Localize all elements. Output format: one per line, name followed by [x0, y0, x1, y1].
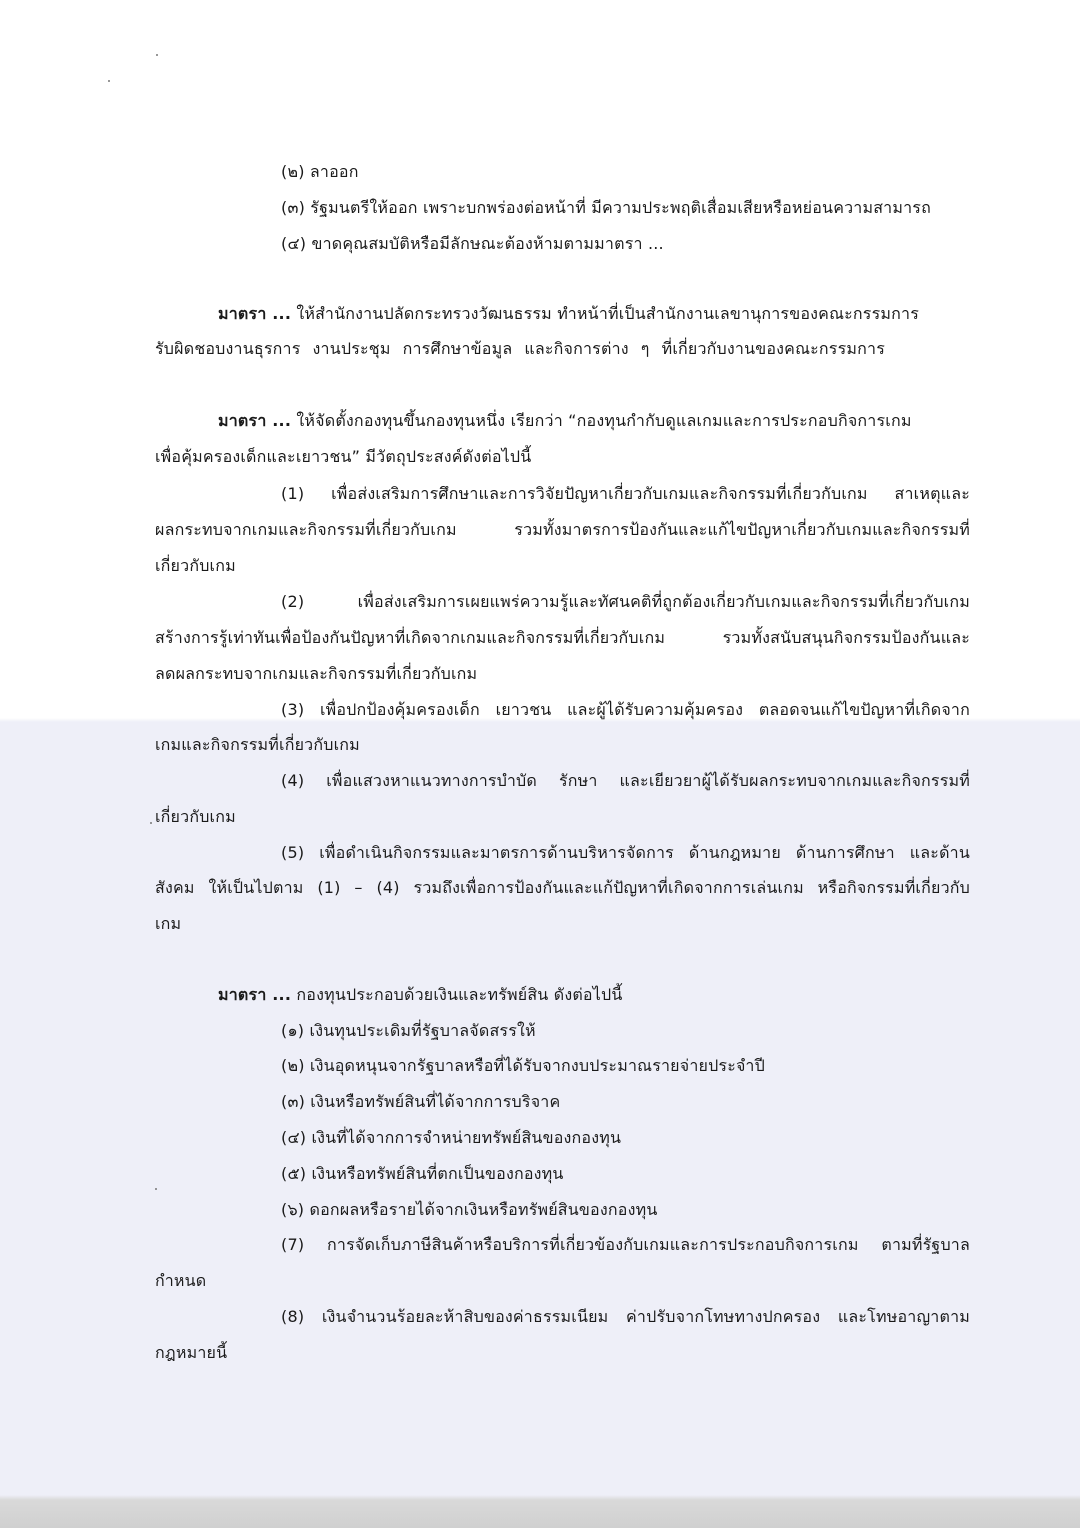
section-paragraph-line: รับผิดชอบงานธุรการ งานประชุม การศึกษาข้อมูล และกิจการต่าง ๆ ที่เกี่ยวกับงานของคณะกรรมการ — [155, 339, 885, 358]
list-item-continuation: เกมและกิจกรรมที่เกี่ยวกับเกม — [155, 735, 360, 754]
list-item-continuation: เกี่ยวกับเกม — [155, 556, 236, 575]
scan-speck — [150, 822, 152, 824]
list-item: (๖) ดอกผลหรือรายได้จากเงินหรือทรัพย์สินของกองทุน — [281, 1200, 658, 1219]
scan-speck — [108, 80, 110, 82]
section-paragraph-line: มาตรา ... ให้สำนักงานปลัดกระทรวงวัฒนธรรม ทำหน้าที่เป็นสำนักงานเลขานุการของคณะกรรมการ — [218, 304, 920, 323]
list-item: (๕) เงินหรือทรัพย์สินที่ตกเป็นของกองทุน — [281, 1164, 564, 1183]
list-item: (๔) เงินที่ได้จากการจำหน่ายทรัพย์สินของกองทุน — [281, 1128, 622, 1147]
list-item: (7) การจัดเก็บภาษีสินค้าหรือบริการที่เกี่ยวข้องกับเกมและการประกอบกิจการเกม ตามที่รัฐบาล — [281, 1235, 970, 1254]
list-item: (8) เงินจำนวนร้อยละห้าสิบของค่าธรรมเนียม ค่าปรับจากโทษทางปกครอง และโทษอาญาตาม — [281, 1307, 970, 1326]
list-item-continuation: กำหนด — [155, 1271, 207, 1290]
list-item-continuation: สังคม ให้เป็นไปตาม (1) – (4) รวมถึงเพื่อการป้องกันและแก้ปัญหาที่เกิดจากการเล่นเกม หรือกิจกรรมที่เกี่ยวกับ — [155, 878, 970, 897]
section-paragraph-line: มาตรา ... กองทุนประกอบด้วยเงินและทรัพย์สิน ดังต่อไปนี้ — [218, 985, 623, 1004]
list-item: (๒) เงินอุดหนุนจากรัฐบาลหรือที่ได้รับจากงบประมาณรายจ่ายประจำปี — [281, 1056, 765, 1075]
list-item-continuation: ลดผลกระทบจากเกมและกิจกรรมที่เกี่ยวกับเกม — [155, 664, 478, 683]
list-item-continuation: กฎหมายนี้ — [155, 1343, 228, 1362]
section-heading: มาตรา ... — [218, 411, 292, 430]
list-item: (๓) รัฐมนตรีให้ออก เพราะบกพร่องต่อหน้าที่ มีความประพฤติเสื่อมเสียหรือหย่อนความสามารถ — [281, 198, 931, 217]
section-paragraph-line: เพื่อคุ้มครองเด็กและเยาวชน” มีวัตถุประสงค์ดังต่อไปนี้ — [155, 447, 532, 466]
scan-speck — [155, 1188, 157, 1190]
list-item: (๓) เงินหรือทรัพย์สินที่ได้จากการบริจาค — [281, 1092, 561, 1111]
section-heading: มาตรา ... — [218, 985, 292, 1004]
list-item: (1) เพื่อส่งเสริมการศึกษาและการวิจัยปัญหาเกี่ยวกับเกมและกิจกรรมที่เกี่ยวกับเกม สาเหตุและ — [281, 484, 970, 503]
list-item: (๒) ลาออก — [281, 162, 359, 181]
section-heading: มาตรา ... — [218, 304, 292, 323]
list-item: (5) เพื่อดำเนินกิจกรรมและมาตรการด้านบริหารจัดการ ด้านกฎหมาย ด้านการศึกษา และด้าน — [281, 843, 970, 862]
list-item: (๑) เงินทุนประเดิมที่รัฐบาลจัดสรรให้ — [281, 1021, 536, 1040]
section-paragraph-line: มาตรา ... ให้จัดตั้งกองทุนขึ้นกองทุนหนึ่ง เรียกว่า “กองทุนกำกับดูแลเกมและการประกอบกิจการเกม — [218, 411, 912, 430]
scan-speck — [156, 54, 158, 56]
list-item: (3) เพื่อปกป้องคุ้มครองเด็ก เยาวชน และผู้ได้รับความคุ้มครอง ตลอดจนแก้ไขปัญหาที่เกิดจาก — [281, 700, 970, 719]
list-item: (๔) ขาดคุณสมบัติหรือมีลักษณะต้องห้ามตามมาตรา ... — [281, 234, 664, 253]
list-item-continuation: สร้างการรู้เท่าทันเพื่อป้องกันปัญหาที่เกิดจากเกมและกิจกรรมที่เกี่ยวกับเกม รวมทั้งสนับสนุนกิจกรรมป้องกันและ — [155, 628, 970, 647]
list-item: (4) เพื่อแสวงหาแนวทางการบำบัด รักษา และเยียวยาผู้ได้รับผลกระทบจากเกมและกิจกรรมที่ — [281, 771, 970, 790]
list-item: (2) เพื่อส่งเสริมการเผยแพร่ความรู้และทัศนคติที่ถูกต้องเกี่ยวกับเกมและกิจกรรมที่เกี่ยวกับเกม — [281, 592, 970, 611]
list-item-continuation: เกี่ยวกับเกม — [155, 807, 236, 826]
list-item-continuation: เกม — [155, 914, 182, 933]
list-item-continuation: ผลกระทบจากเกมและกิจกรรมที่เกี่ยวกับเกม รวมทั้งมาตรการป้องกันและแก้ไขปัญหาเกี่ยวกับเกมและกิจกรรมที่ — [155, 520, 970, 539]
